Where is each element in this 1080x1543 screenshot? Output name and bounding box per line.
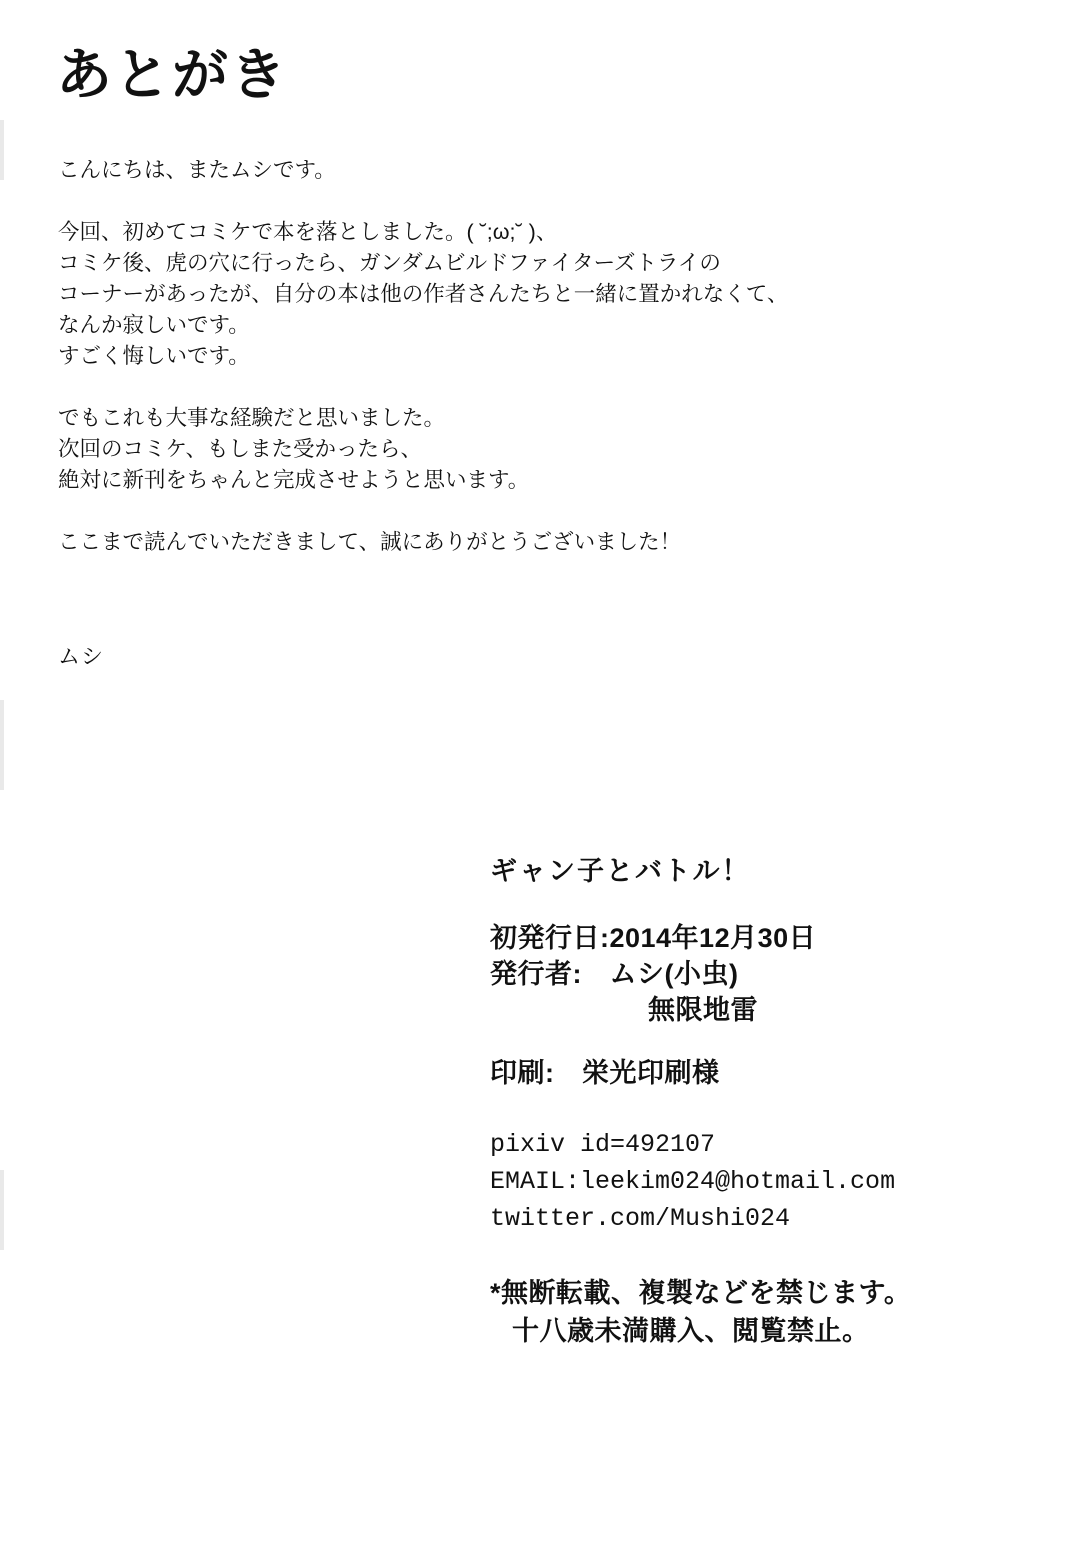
page-edge-mark-middle <box>0 700 4 790</box>
contact-block <box>490 1126 1030 1237</box>
twitter-handle: twitter.com/Mushi024 <box>490 1204 791 1234</box>
legal-notice <box>490 1275 1030 1351</box>
afterword-line: 絶対に新刊をちゃんと完成させようと思います。 <box>58 468 530 492</box>
pixiv-id: pixiv id=492107 <box>490 1130 716 1160</box>
publish-date: 初発行日:2014年12月30日 <box>490 923 817 954</box>
page-edge-mark-top <box>0 120 4 180</box>
afterword-line: 次回のコミケ、もしまた受かったら、 <box>58 437 422 461</box>
spacer <box>58 501 1018 532</box>
afterword-line: すごく悔しいです。 <box>58 344 250 368</box>
afterword-line: コーナーがあったが、自分の本は他の作者さんたちと一緒に置かれなくて、 <box>58 282 789 306</box>
colophon <box>490 855 1030 1351</box>
notice-line-reproduction: *無断転載、複製などを禁じます。 <box>490 1278 912 1309</box>
notice-line-age: 十八歳未満購入、閲覧禁止。 <box>512 1315 870 1346</box>
publisher: 発行者: ムシ(小虫) <box>490 959 739 990</box>
afterword-line: コミケ後、虎の穴に行ったら、ガンダムビルドファイターズトライの <box>58 251 721 275</box>
afterword-body <box>58 160 1018 563</box>
afterword-heading: あとがき <box>56 43 288 106</box>
author-signature: ムシ <box>58 644 105 669</box>
page-edge-mark-lower <box>0 1170 4 1250</box>
work-title: ギャン子とバトル！ <box>490 856 751 886</box>
circle-name: 無限地雷 <box>648 995 758 1026</box>
publication-meta <box>490 921 1030 1029</box>
afterword-line: 今回、初めてコミケで本を落としました。( ˘;ω;˘ )、 <box>58 220 558 244</box>
afterword-line: こんにちは、またムシです。 <box>58 158 336 182</box>
spacer <box>58 377 1018 408</box>
afterword-line: なんか寂しいです。 <box>58 313 250 337</box>
email-address: EMAIL:leekim024@hotmail.com <box>490 1167 896 1197</box>
afterword-line: ここまで読んでいただきまして、誠にありがとうございました！ <box>58 530 682 554</box>
afterword-line: でもこれも大事な経験だと思いました。 <box>58 406 446 430</box>
printing-house: 印刷: 栄光印刷様 <box>490 1058 720 1089</box>
spacer <box>58 191 1018 222</box>
